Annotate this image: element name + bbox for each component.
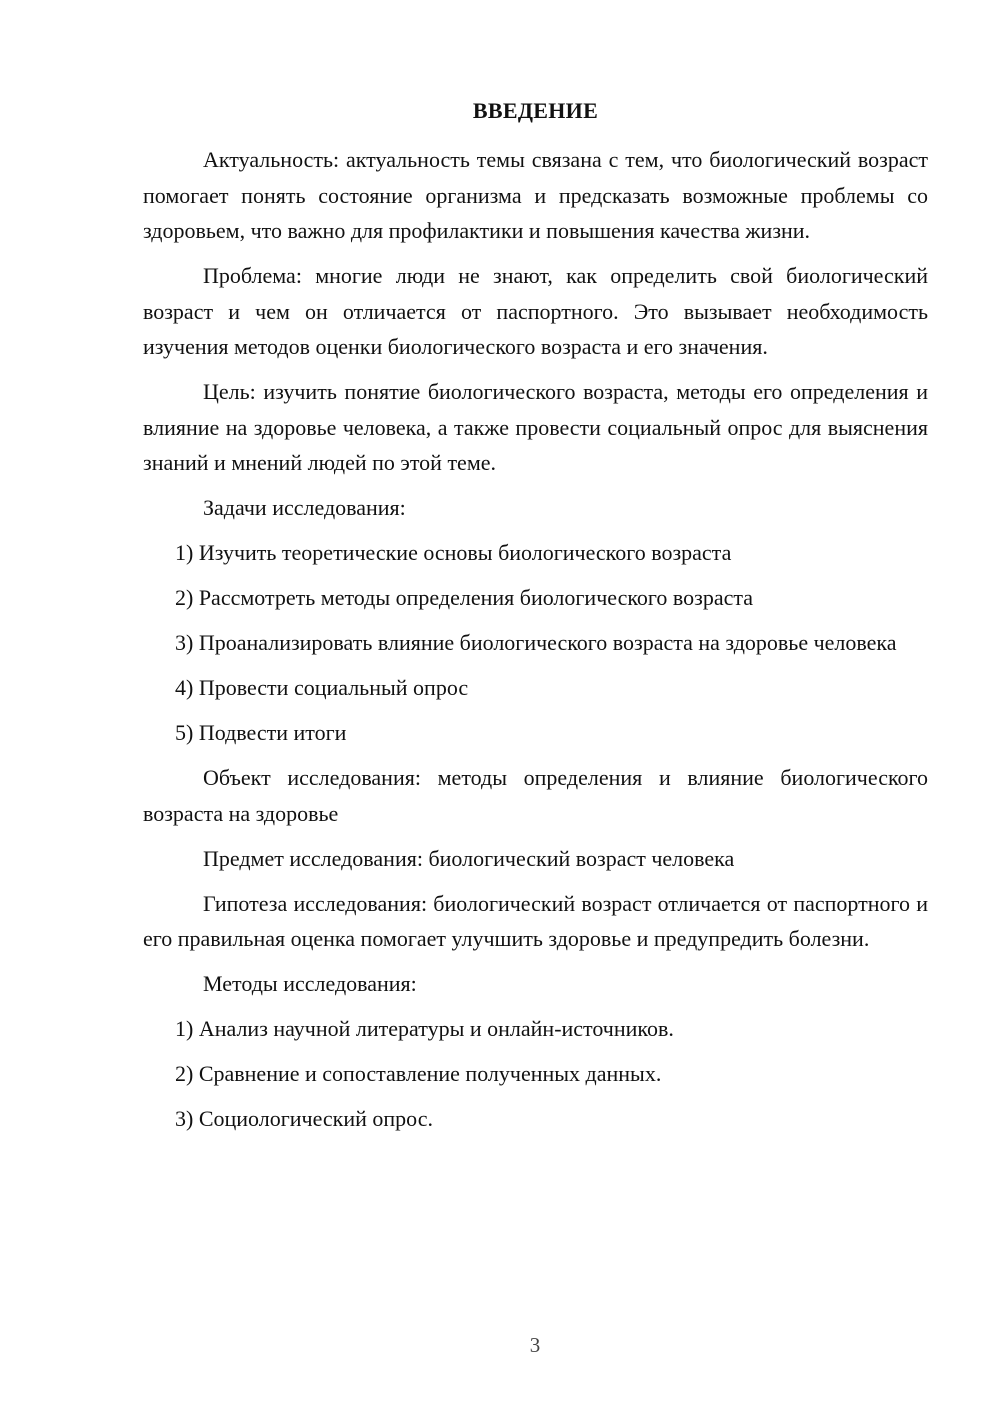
hypothesis-paragraph: Гипотеза исследования: биологический возраст отличается от паспортного и его правильная оценка помогает улучшить здоровье и предупредить болезни. xyxy=(143,890,928,951)
method-item: 2) Сравнение и сопоставление полученных данных. xyxy=(175,1061,662,1086)
section-body xyxy=(143,142,928,1146)
method-item: 3) Социологический опрос. xyxy=(175,1106,433,1131)
tasks-heading: Задачи исследования: xyxy=(203,495,406,520)
task-item: 2) Рассмотреть методы определения биологического возраста xyxy=(175,585,753,610)
relevance-paragraph: Актуальность: актуальность темы связана с тем, что биологический возраст помогает понять состояние организма и предсказать возможные проблемы со здоровьем, что важно для профилактики и повышения качества жизни. xyxy=(143,147,928,243)
subject-paragraph: Предмет исследования: биологический возраст человека xyxy=(203,845,735,871)
method-item: 1) Анализ научной литературы и онлайн-источников. xyxy=(175,1016,674,1041)
object-paragraph: Объект исследования: методы определения и влияние биологического возраста на здоровье xyxy=(143,765,928,826)
section-title: ВВЕДЕНИЕ xyxy=(472,98,599,123)
task-item: 3) Проанализировать влияние биологического возраста на здоровье человека xyxy=(175,630,897,655)
page-number: 3 xyxy=(529,1333,541,1357)
task-item: 5) Подвести итоги xyxy=(175,720,347,745)
problem-paragraph: Проблема: многие люди не знают, как определить свой биологический возраст и чем он отличается от паспортного. Это вызывает необходимость изучения методов оценки биологического возраста и его значения. xyxy=(143,263,928,359)
methods-heading: Методы исследования: xyxy=(203,971,417,996)
task-item: 4) Провести социальный опрос xyxy=(175,675,469,700)
task-item: 1) Изучить теоретические основы биологического возраста xyxy=(175,540,732,565)
goal-paragraph: Цель: изучить понятие биологического возраста, методы его определения и влияние на здоровье человека, а также провести социальный опрос для выяснения знаний и мнений людей по этой теме. xyxy=(143,379,928,475)
